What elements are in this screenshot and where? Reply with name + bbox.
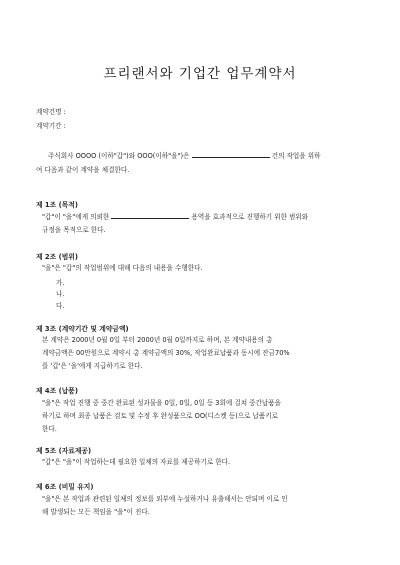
article-5-line: "갑"은 "을"이 작업하는데 필요한 일체의 자료를 제공하기로 한다. <box>42 458 231 466</box>
article-1-blank-line <box>111 212 189 219</box>
article-2-heading: 제 2조 (범위) <box>36 253 78 261</box>
article-6-line: 해 발생되는 모든 책임을 "을"이 진다. <box>42 508 150 516</box>
article-3-line: 본 계약은 2000년 0월 0일 부터 2000년 0월 0일까지로 하며, 본 계약내용의 총 <box>42 336 273 344</box>
article-1-text-line2: 규정을 목적으로 한다. <box>42 226 106 234</box>
article-2-text: "을"은 "갑"의 작업범위에 대해 다음의 내용을 수행한다. <box>42 264 203 272</box>
contract-period-label: 계약기간 : <box>36 122 66 130</box>
article-2-item: 다. <box>56 302 65 310</box>
intro-line-2: 여 다음과 같이 계약을 체결한다. <box>36 166 130 174</box>
intro-blank-line <box>192 151 270 158</box>
intro-text-part2: 건의 작업을 위하 <box>271 152 321 160</box>
intro-text-part1: 주식회사 OOOO (이하"갑")와 OOO(이하"을")은 <box>48 152 190 160</box>
intro-paragraph <box>36 149 366 164</box>
article-3-line: 계약금액은 00만원으로 계약시 총 계약금액의 30%, 작업완료납품과 동시에 잔금70% <box>42 349 290 357</box>
article-5-heading: 제 5조 (자료제공) <box>36 447 92 455</box>
article-1-text-part1: "갑"이 "을"에게 의뢰한 <box>42 213 110 221</box>
article-2-item: 나. <box>56 290 65 298</box>
article-2-item: 가. <box>56 279 65 287</box>
article-6-heading: 제 6조 (비밀 유지) <box>36 483 94 491</box>
article-3-heading: 제 3조 (계약기간 및 계약금액) <box>36 325 129 333</box>
article-4-heading: 제 4조 (납품) <box>36 387 78 395</box>
article-4-line: "을"은 작업 진행 중 중간 완료된 성과물을 0일, 0일, 0일 등 3회에 걸쳐 중간납품을 <box>42 399 282 407</box>
article-4-line: 하기로 하며 최종 납품은 검토 및 수정 후 완성품으로 OO(디스켓 등)으로 납품키로 <box>42 412 279 420</box>
article-4-line: 한다. <box>42 425 57 433</box>
article-1-heading: 제 1조 (목적) <box>36 201 78 209</box>
article-6-line: "을"은 본 작업과 관련된 일체의 정보를 외부에 누설하거나 유출해서는 안되며 이로 인 <box>42 495 288 503</box>
document-title: 프리랜서와 기업간 업무계약서 <box>103 66 297 82</box>
article-1-text <box>42 211 366 224</box>
article-1-text-part2: 용역을 효과적으로 진행하기 위한 범위와 <box>191 213 309 221</box>
article-3-line: 를 '갑'은 '을'에게 지급하기로 한다. <box>42 362 143 370</box>
contract-name-label: 계약건명 : <box>36 108 66 116</box>
